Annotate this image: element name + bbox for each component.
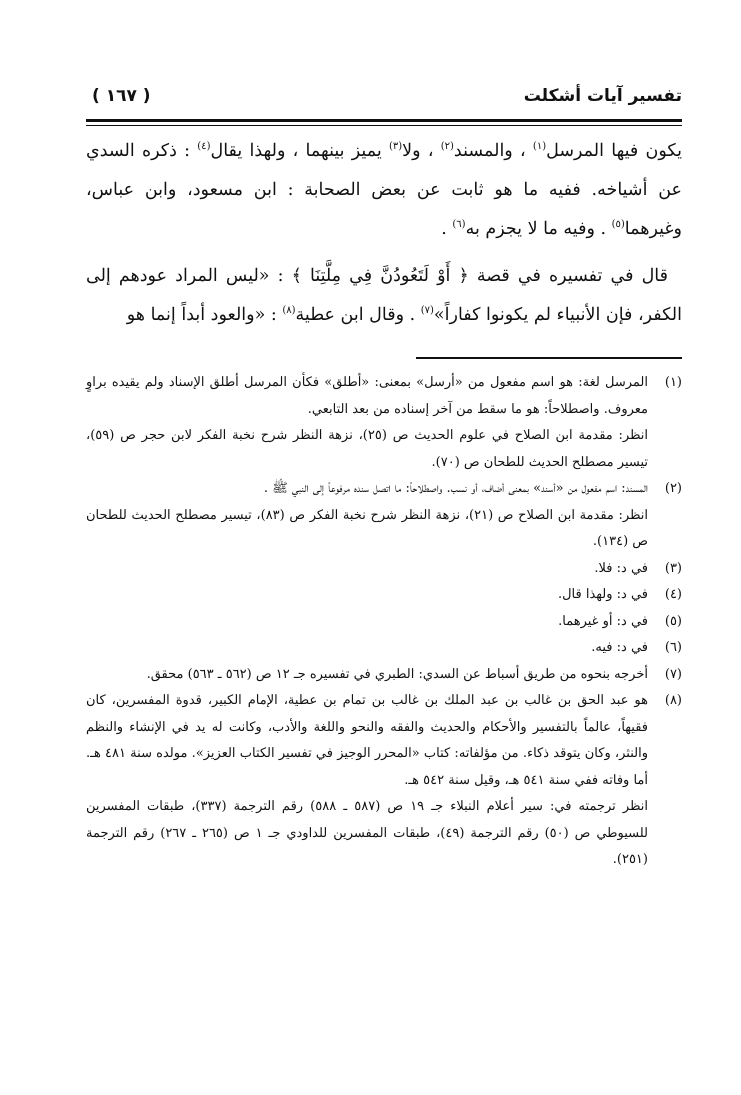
text-run: قال في تفسيره في قصة ﴿ أَوْ لَتَعُودُنَّ فِي مِلَّتِنَا ﴾ : «ليس المراد عودهم إلى الكفر، فإن الأنبياء لم يكونوا كفاراً» <box>86 266 682 325</box>
running-title: تفسير آيات أشكلت <box>523 86 682 106</box>
text-run: . <box>441 219 453 239</box>
footnote-text: في د: أو غيرهما. <box>558 613 648 629</box>
text-run: . وقال ابن عطية <box>295 305 421 325</box>
footnote-text: أخرجه بنحوه من طريق أسباط عن السدي: الطبري في تفسيره جـ ١٢ ص (٥٦٢ ـ ٥٦٣) محقق. <box>146 666 648 682</box>
footnote-number: (٨) <box>664 693 682 708</box>
footnote-number: (٦) <box>664 640 682 655</box>
footnote <box>86 635 682 662</box>
text-run: . وفيه ما لا يجزم به <box>465 219 612 239</box>
footnote-text: انظر ترجمته في: سير أعلام النبلاء جـ ١٩ ص (٥٨٧ ـ ٥٨٨) رقم الترجمة (٣٣٧)، طبقات المفسرين للسيوطي ص (٥٠) رقم الترجمة (٤٩)، طبقات المفسرين للداودي جـ ١ ص (٢٦٥ ـ ٢٦٧) رقم الترجمة (٢٥١). <box>86 799 649 867</box>
footnote <box>86 476 682 556</box>
footnote-ref: (٣) <box>388 141 403 153</box>
text-run: ، والمسند <box>453 141 533 161</box>
footnote-number: (٣) <box>664 560 682 576</box>
footnote-text: في د: فلا. <box>594 560 648 576</box>
header-rule-thick <box>86 119 682 122</box>
footnote-text: في د: ولهذا قال. <box>557 587 648 602</box>
text-run: ، ولا <box>402 141 441 161</box>
footnote-number: (١) <box>664 375 682 390</box>
text-run: : ذكره السدي عن أشياخه. ففيه ما هو ثابت عن بعض الصحابة : ابن مسعود، وابن عباس، وغيرهما <box>86 141 682 239</box>
footnote-ref: (٦) <box>452 219 466 231</box>
footnote-number: (٧) <box>664 666 682 682</box>
footnote <box>86 609 682 636</box>
page-header <box>86 86 682 116</box>
footnote-ref: (١) <box>532 141 547 153</box>
footnote-text: المسند: اسم مفعول من «أسند» بمعنى أضاف، أو نسب. واصطلاحاً: ما اتصل سنده مرفوعاً إلى النبي ﷺ . <box>263 481 648 496</box>
paragraph-2 <box>86 257 682 335</box>
footnotes <box>86 370 682 874</box>
text-run: : «والعود أبداً إنما هو <box>126 305 283 325</box>
footnote-number: (٢) <box>664 481 682 496</box>
footnote-ref: (٢) <box>440 141 454 153</box>
footnote-text: في د: فيه. <box>591 640 648 655</box>
footnote-separator <box>416 357 682 359</box>
footnote <box>86 370 682 476</box>
footnote <box>86 688 682 874</box>
header-rule-thin <box>86 125 682 126</box>
footnote-ref: (٧) <box>420 305 434 317</box>
footnote-number: (٥) <box>664 613 682 629</box>
text-run: يميز بينهما ، ولهذا يقال <box>210 141 389 161</box>
paragraph-1 <box>86 132 682 249</box>
main-text <box>86 132 682 335</box>
footnote <box>86 582 682 609</box>
footnote-text: المرسل لغة: هو اسم مفعول من «أرسل» بمعنى: «أطلق» فكأن المرسل أطلق الإسناد ولم يقيده براوٍ معروف. واصطلاحاً: هو ما سقط من آخر إسناده من بعد التابعي. <box>86 375 648 417</box>
footnote <box>86 556 682 583</box>
footnote-text: انظر: مقدمة ابن الصلاح ص (٢١)، نزهة النظر شرح نخبة الفكر ص (٨٣)، تيسير مصطلح الحديث للطحان ص (١٣٤). <box>86 507 648 549</box>
text-run: يكون فيها المرسل <box>546 141 682 161</box>
footnote-ref: (٨) <box>282 305 296 317</box>
footnote-ref: (٤) <box>197 141 211 153</box>
footnote <box>86 662 682 689</box>
footnote-text: هو عبد الحق بن غالب بن عبد الملك بن غالب بن تمام بن عطية، الإمام الكبير، قدوة المفسرين، كان فقيهاً، عالماً بالتفسير والأحكام والحديث والفقه والنحو واللغة والأدب، وكانت له يد في الإنشاء والنظم والنثر، وكان يتوقد ذكاء. من مؤلفاته: كتاب «المحرر الوجيز في تفسير الكتاب العزيز». مولده سنة ٤٨١ هـ. أما وفاته ففي سنة ٥٤١ هـ، وقيل سنة ٥٤٢ هـ. <box>86 693 648 788</box>
footnote-number: (٤) <box>664 587 682 602</box>
footnote-ref: (٥) <box>611 219 625 231</box>
footnote-text: انظر: مقدمة ابن الصلاح في علوم الحديث ص (٢٥)، نزهة النظر شرح نخبة الفكر لابن حجر ص (٥٩)، تيسير مصطلح الحديث للطحان ص (٧٠). <box>86 428 648 470</box>
page-number: ( ١٦٧ ) <box>92 86 151 106</box>
